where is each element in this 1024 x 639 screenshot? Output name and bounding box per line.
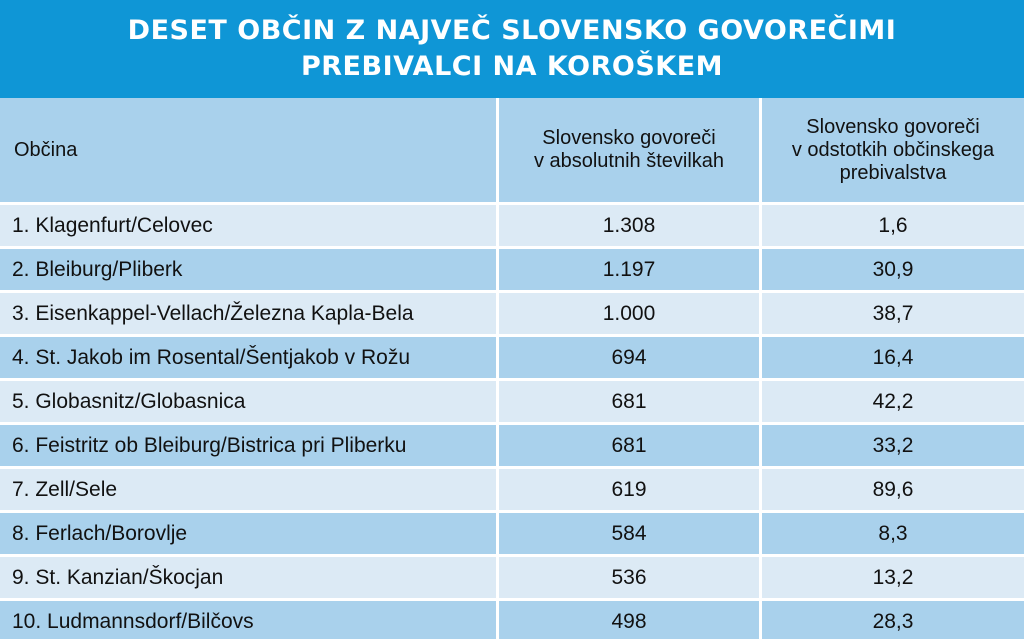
municipality-name: 3. Eisenkappel-Vellach/Železna Kapla-Bela <box>0 293 496 337</box>
table-row <box>0 337 1024 381</box>
municipality-name: 4. St. Jakob im Rosental/Šentjakob v Rožu <box>0 337 496 381</box>
percent-share: 28,3 <box>759 601 1024 639</box>
percent-share: 89,6 <box>759 469 1024 513</box>
municipality-name: 5. Globasnitz/Globasnica <box>0 381 496 425</box>
header-percent-line: Slovensko govoreči <box>806 115 980 138</box>
municipality-name: 1. Klagenfurt/Celovec <box>0 205 496 249</box>
header-percent <box>759 98 1024 205</box>
title-bar <box>0 0 1024 98</box>
header-municipality: Občina <box>0 98 496 205</box>
table-row <box>0 601 1024 639</box>
header-percent-line: prebivalstva <box>839 161 947 184</box>
percent-share: 30,9 <box>759 249 1024 293</box>
table-row <box>0 425 1024 469</box>
municipality-name: 9. St. Kanzian/Škocjan <box>0 557 496 601</box>
table-row <box>0 469 1024 513</box>
municipality-name: 6. Feistritz ob Bleiburg/Bistrica pri Pliberku <box>0 425 496 469</box>
header-absolute <box>496 98 759 205</box>
percent-share: 42,2 <box>759 381 1024 425</box>
absolute-count: 694 <box>496 337 759 381</box>
table-header-row <box>0 98 1024 205</box>
absolute-count: 584 <box>496 513 759 557</box>
header-absolute-line: Slovensko govoreči <box>542 127 716 149</box>
percent-share: 1,6 <box>759 205 1024 249</box>
title-line-2: PREBIVALCI NA KOROŠKEM <box>300 51 724 82</box>
table-row <box>0 249 1024 293</box>
table-row <box>0 557 1024 601</box>
absolute-count: 1.308 <box>496 205 759 249</box>
table-row <box>0 205 1024 249</box>
percent-share: 13,2 <box>759 557 1024 601</box>
percent-share: 38,7 <box>759 293 1024 337</box>
municipality-name: 2. Bleiburg/Pliberk <box>0 249 496 293</box>
table-row <box>0 513 1024 557</box>
absolute-count: 1.000 <box>496 293 759 337</box>
percent-share: 33,2 <box>759 425 1024 469</box>
absolute-count: 1.197 <box>496 249 759 293</box>
municipality-name: 8. Ferlach/Borovlje <box>0 513 496 557</box>
header-absolute-line: v absolutnih številkah <box>533 150 725 172</box>
absolute-count: 681 <box>496 425 759 469</box>
header-percent-line: v odstotkih občinskega <box>791 138 995 161</box>
title-line-1: DESET OBČIN Z NAJVEČ SLOVENSKO GOVOREČIMI <box>127 15 897 46</box>
table-row <box>0 293 1024 337</box>
absolute-count: 681 <box>496 381 759 425</box>
absolute-count: 619 <box>496 469 759 513</box>
percent-share: 8,3 <box>759 513 1024 557</box>
table-row <box>0 381 1024 425</box>
municipality-name: 10. Ludmannsdorf/Bilčovs <box>0 601 496 639</box>
absolute-count: 536 <box>496 557 759 601</box>
percent-share: 16,4 <box>759 337 1024 381</box>
municipalities-table <box>0 98 1024 639</box>
municipality-name: 7. Zell/Sele <box>0 469 496 513</box>
absolute-count: 498 <box>496 601 759 639</box>
